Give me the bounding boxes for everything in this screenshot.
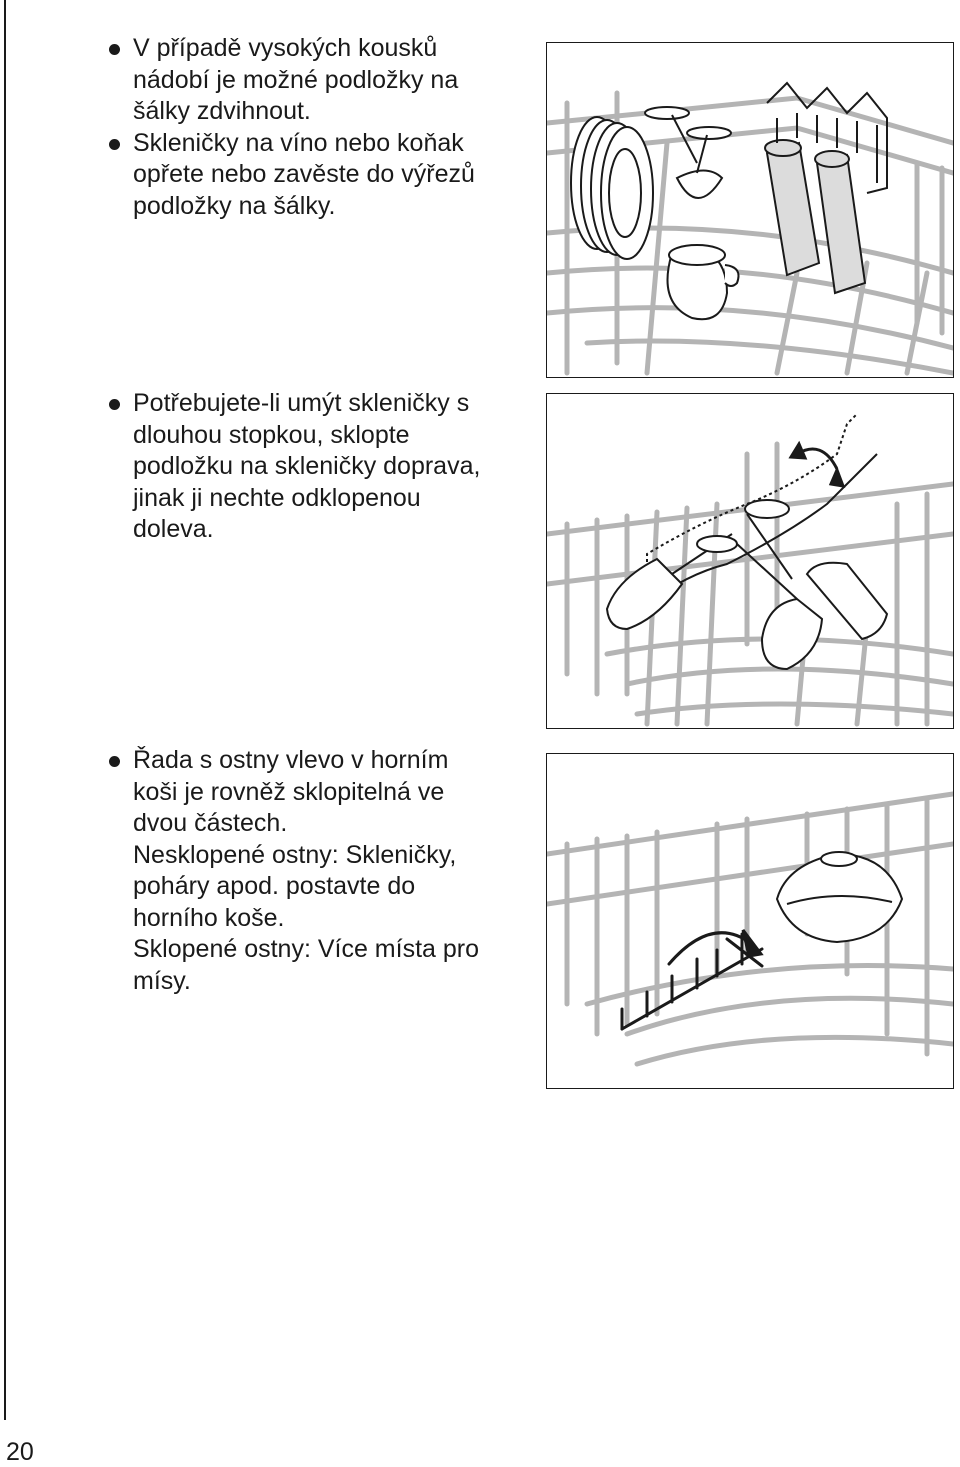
text-line: podložky na šálky.: [133, 191, 336, 220]
bullet-dot: [109, 399, 120, 410]
section-1: [107, 33, 527, 222]
text-line: podložku na skleničky doprava,: [133, 452, 481, 480]
text-line: mísy.: [133, 966, 191, 995]
text-line: Potřebujete-li umýt skleničky s: [133, 389, 470, 417]
text-line: Nesklopené ostny: Skleničky,: [133, 840, 457, 869]
text-line: Skleničky na víno nebo koňak: [133, 128, 464, 157]
page-number: 20: [6, 1438, 34, 1466]
foldable-tines-bowl-illustration: [546, 753, 954, 1089]
text-line: Řada s ostny vlevo v horním: [133, 746, 449, 774]
bullet-dot: [109, 139, 120, 150]
bullet-dot: [109, 756, 120, 767]
text-line: doleva.: [133, 515, 214, 543]
dishwasher-rack-cups-glasses-illustration: [546, 42, 954, 378]
text-line: dvou částech.: [133, 809, 288, 837]
text-line: horního koše.: [133, 903, 285, 932]
text-line: poháry apod. postavte do: [133, 872, 416, 900]
section-2: [107, 388, 527, 546]
section-3: [107, 745, 527, 997]
text-line: jinak ji nechte odklopenou: [133, 483, 421, 512]
bullet-item: [107, 33, 527, 128]
text-line: Sklopené ostny: Více místa pro: [133, 935, 480, 963]
text-line: šálky zdvihnout.: [133, 97, 311, 125]
text-line: dlouhou stopkou, sklopte: [133, 420, 410, 449]
margin-rule: [4, 0, 6, 1420]
bullet-item: [107, 745, 527, 997]
bullet-item: [107, 388, 527, 546]
bullet-item: [107, 128, 527, 223]
text-line: V případě vysokých kousků: [133, 34, 438, 62]
text-line: nádobí je možné podložky na: [133, 65, 459, 94]
text-line: opřete nebo zavěste do výřezů: [133, 160, 475, 188]
bullet-dot: [109, 44, 120, 55]
fold-glass-support-illustration: [546, 393, 954, 729]
text-line: koši je rovněž sklopitelná ve: [133, 777, 445, 806]
